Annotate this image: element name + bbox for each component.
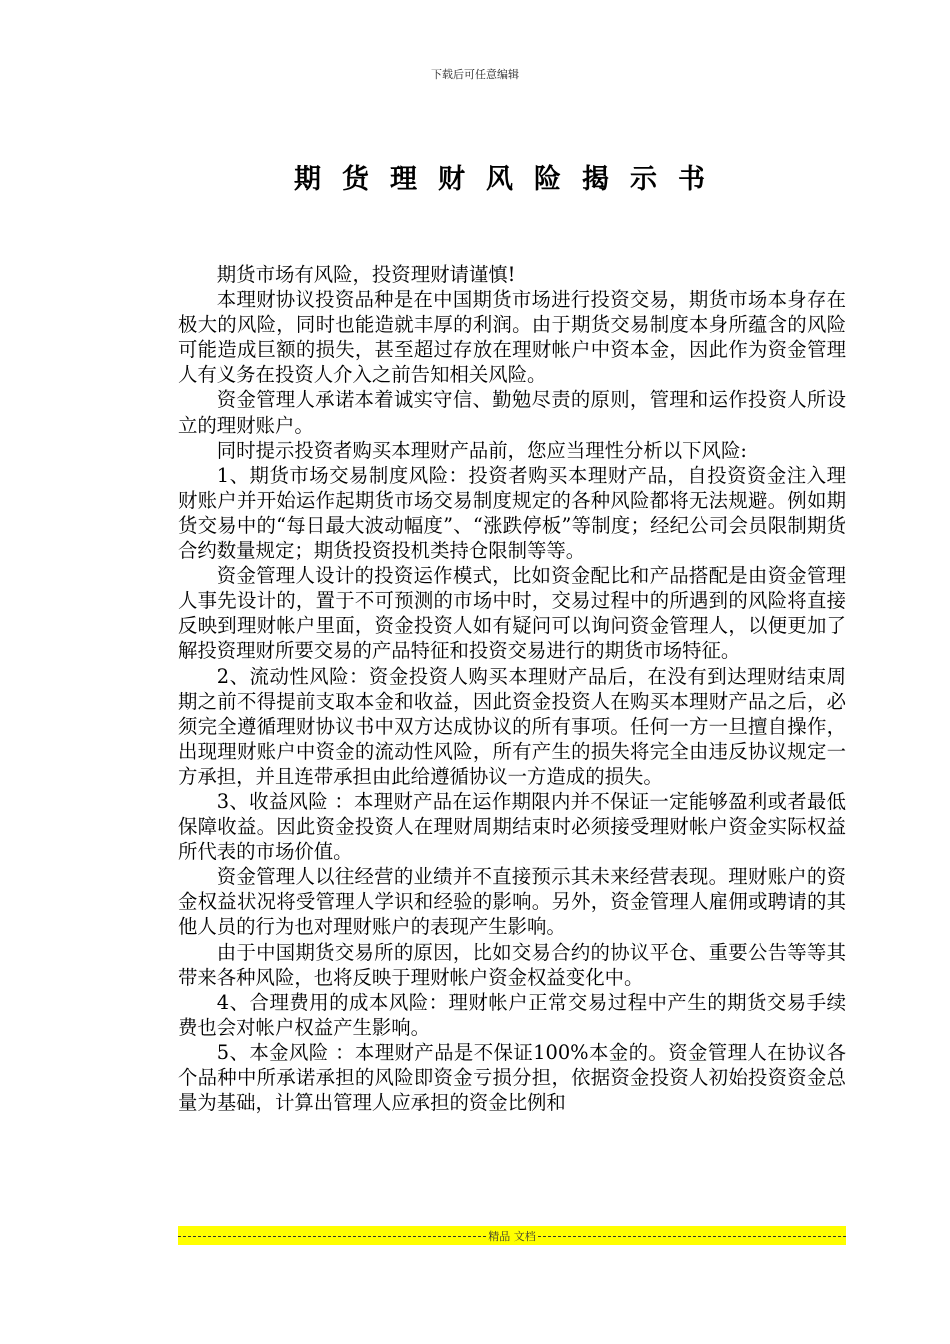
footer-bar (178, 1226, 846, 1245)
paragraph: 资金管理人承诺本着诚实守信、勤勉尽责的原则，管理和运作投资人所设立的理财账户。 (178, 388, 846, 437)
paragraph: 本理财协议投资品种是在中国期货市场进行投资交易，期货市场本身存在极大的风险，同时也能造就丰厚的利润。由于期货交易制度本身所蕴含的风险可能造成巨额的损失，甚至超过存放在理财帐户中资本金，因此作为资金管理人有义务在投资人介入之前告知相关风险。 (178, 288, 846, 387)
footer-label: 精品 文档 (488, 1229, 536, 1243)
paragraph: 期货市场有风险，投资理财请谨慎! (216, 263, 516, 286)
paragraph: 2、流动性风险：资金投资人购买本理财产品后，在没有到达理财结束周期之前不得提前支取本金和收益，因此资金投资人在购买本理财产品之后，必须完全遵循理财协议书中双方达成协议的所有事项。任何一方一旦擅自操作，出现理财账户中资金的流动性风险，所有产生的损失将完全由违反协议规定一方承担，并且连带承担由此给遵循协议一方造成的损失。 (178, 664, 846, 788)
paragraph: 1、期货市场交易制度风险：投资者购买本理财产品，自投资资金注入理财账户并开始运作起期货市场交易制度规定的各种风险都将无法规避。例如期货交易中的“每日最大波动幅度”、“涨跌停板”等制度；经纪公司会员限制期货合约数量规定；期货投资投机类持仓限制等等。 (178, 463, 846, 563)
document-title: 期货理财风险揭示书 (294, 164, 726, 195)
paragraph: 资金管理人以往经营的业绩并不直接预示其未来经营表现。理财账户的资金权益状况将受管理人学识和经验的影响。另外，资金管理人雇佣或聘请的其他人员的行为也对理财账户的表现产生影响。 (178, 865, 846, 939)
paragraph: 同时提示投资者购买本理财产品前，您应当理性分析以下风险: (216, 438, 747, 462)
paragraph: 由于中国期货交易所的原因，比如交易合约的协议平仓、重要公告等等其带来各种风险，也将反映于理财帐户资金权益变化中。 (178, 940, 846, 989)
header-note: 下载后可任意编辑 (431, 68, 519, 81)
paragraph: 3、收益风险 ：本理财产品在运作期限内并不保证一定能够盈利或者最低保障收益。因此资金投资人在理财周期结束时必须接受理财帐户资金实际权益所代表的市场价值。 (178, 789, 846, 864)
paragraph: 资金管理人设计的投资运作模式，比如资金配比和产品搭配是由资金管理人事先设计的，置于不可预测的市场中时，交易过程中的所遇到的风险将直接反映到理财帐户里面，资金投资人如有疑问可以询问资金管理人，以便更加了解投资理财所要交易的产品特征和投资交易进行的期货市场特征。 (178, 564, 846, 663)
paragraph: 4、合理费用的成本风险：理财帐户正常交易过程中产生的期货交易手续费也会对帐户权益产生影响。 (178, 990, 846, 1039)
document-body (178, 262, 846, 1115)
footer-dash-right (538, 1236, 846, 1237)
paragraph: 5、本金风险 ：本理财产品是不保证100%本金的。资金管理人在协议各个品种中所承诺承担的风险即资金亏损分担，依据资金投资人初始投资资金总量为基础，计算出管理人应承担的资金比例和 (178, 1040, 846, 1115)
footer-dash-left (178, 1236, 486, 1237)
